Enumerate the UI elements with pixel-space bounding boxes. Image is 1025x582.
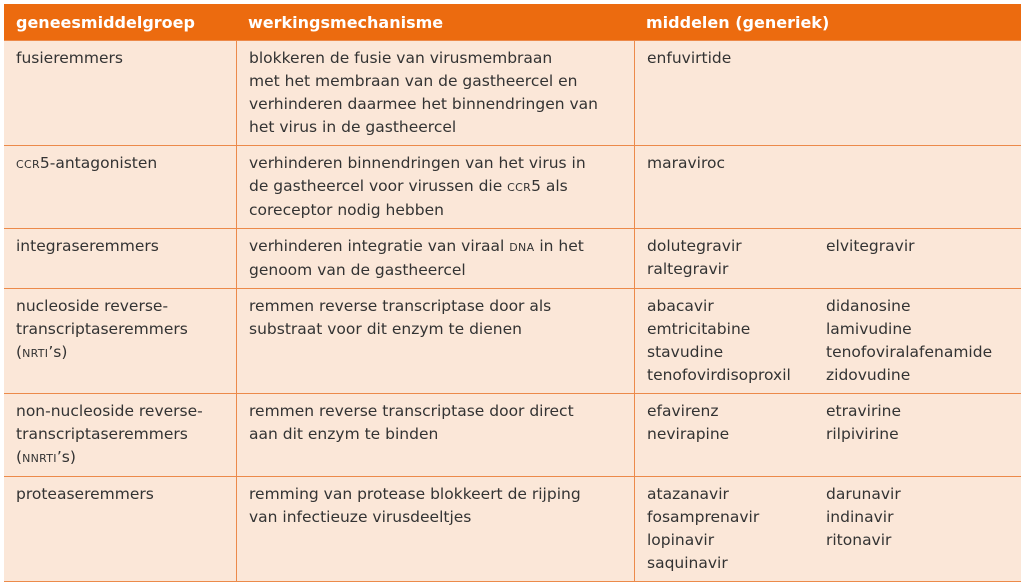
drug-name: emtricitabine xyxy=(647,320,751,338)
header-group: geneesmiddelgroep xyxy=(16,12,195,32)
mechanism-cell: remmen reverse transcriptase door direct aan dit enzym te binden xyxy=(236,394,634,476)
table-header xyxy=(4,4,1021,40)
drug-name: enfuvirtide xyxy=(647,49,732,67)
drug-name: indinavir xyxy=(826,508,894,526)
drug-name: stavudine xyxy=(647,343,724,361)
table-row xyxy=(4,288,1021,393)
table-row xyxy=(4,393,1021,476)
group-cell: proteaseremmers xyxy=(16,485,154,503)
drugs-cell xyxy=(634,477,1021,581)
drug-name: dolutegravir xyxy=(647,237,742,255)
group-cell: CCR5-antagonisten xyxy=(16,154,158,172)
drug-name: nevirapine xyxy=(647,425,730,443)
table-row xyxy=(4,40,1021,145)
mechanism-cell: remmen reverse transcriptase door als substraat voor dit enzym te dienen xyxy=(236,289,634,393)
drug-name: zidovudine xyxy=(826,366,911,384)
drugs-cell xyxy=(634,146,1021,228)
drug-name: saquinavir xyxy=(647,554,728,572)
header-drugs: middelen (generiek) xyxy=(646,12,830,32)
drug-name: lamivudine xyxy=(826,320,912,338)
drug-name: abacavir xyxy=(647,297,714,315)
group-cell: nucleoside reverse- transcriptaseremmers (NRTI’s) xyxy=(16,297,188,361)
mechanism-cell: verhinderen binnendringen van het virus in de gastheercel voor virussen die CCR5 als coreceptor nodig hebben xyxy=(236,146,634,228)
group-cell: integraseremmers xyxy=(16,237,159,255)
drug-name: fosamprenavir xyxy=(647,508,760,526)
drug-name: raltegravir xyxy=(647,260,729,278)
group-cell: fusieremmers xyxy=(16,49,123,67)
drugs-cell xyxy=(634,289,1021,393)
mechanism-cell: remming van protease blokkeert de rijping van infectieuze virusdeeltjes xyxy=(236,477,634,581)
mechanism-cell: verhinderen integratie van viraal DNA in het genoom van de gastheercel xyxy=(236,229,634,288)
mechanism-cell: blokkeren de fusie van virusmembraan met het membraan van de gastheercel en verhinderen daarmee het binnendringen van het virus in de gastheercel xyxy=(236,41,634,145)
group-cell: non-nucleoside reverse- transcriptaseremmers (NNRTI’s) xyxy=(16,402,203,466)
drug-name: didanosine xyxy=(826,297,911,315)
table-row xyxy=(4,228,1021,288)
drug-name: maraviroc xyxy=(647,154,725,172)
drugs-cell xyxy=(634,394,1021,476)
drug-name: tenofoviralafenamide xyxy=(826,343,993,361)
drug-table xyxy=(4,4,1021,582)
drug-name: atazanavir xyxy=(647,485,729,503)
drug-name: rilpivirine xyxy=(826,425,899,443)
table-row xyxy=(4,145,1021,228)
drug-name: etravirine xyxy=(826,402,902,420)
drug-name: elvitegravir xyxy=(826,237,915,255)
drug-name: lopinavir xyxy=(647,531,715,549)
drugs-cell xyxy=(634,229,1021,288)
header-mechanism: werkingsmechanisme xyxy=(248,12,444,32)
table-row xyxy=(4,476,1021,582)
drug-name: efavirenz xyxy=(647,402,719,420)
drug-name: tenofovirdisoproxil xyxy=(647,366,791,384)
drug-name: darunavir xyxy=(826,485,901,503)
drugs-cell xyxy=(634,41,1021,145)
drug-name: ritonavir xyxy=(826,531,892,549)
